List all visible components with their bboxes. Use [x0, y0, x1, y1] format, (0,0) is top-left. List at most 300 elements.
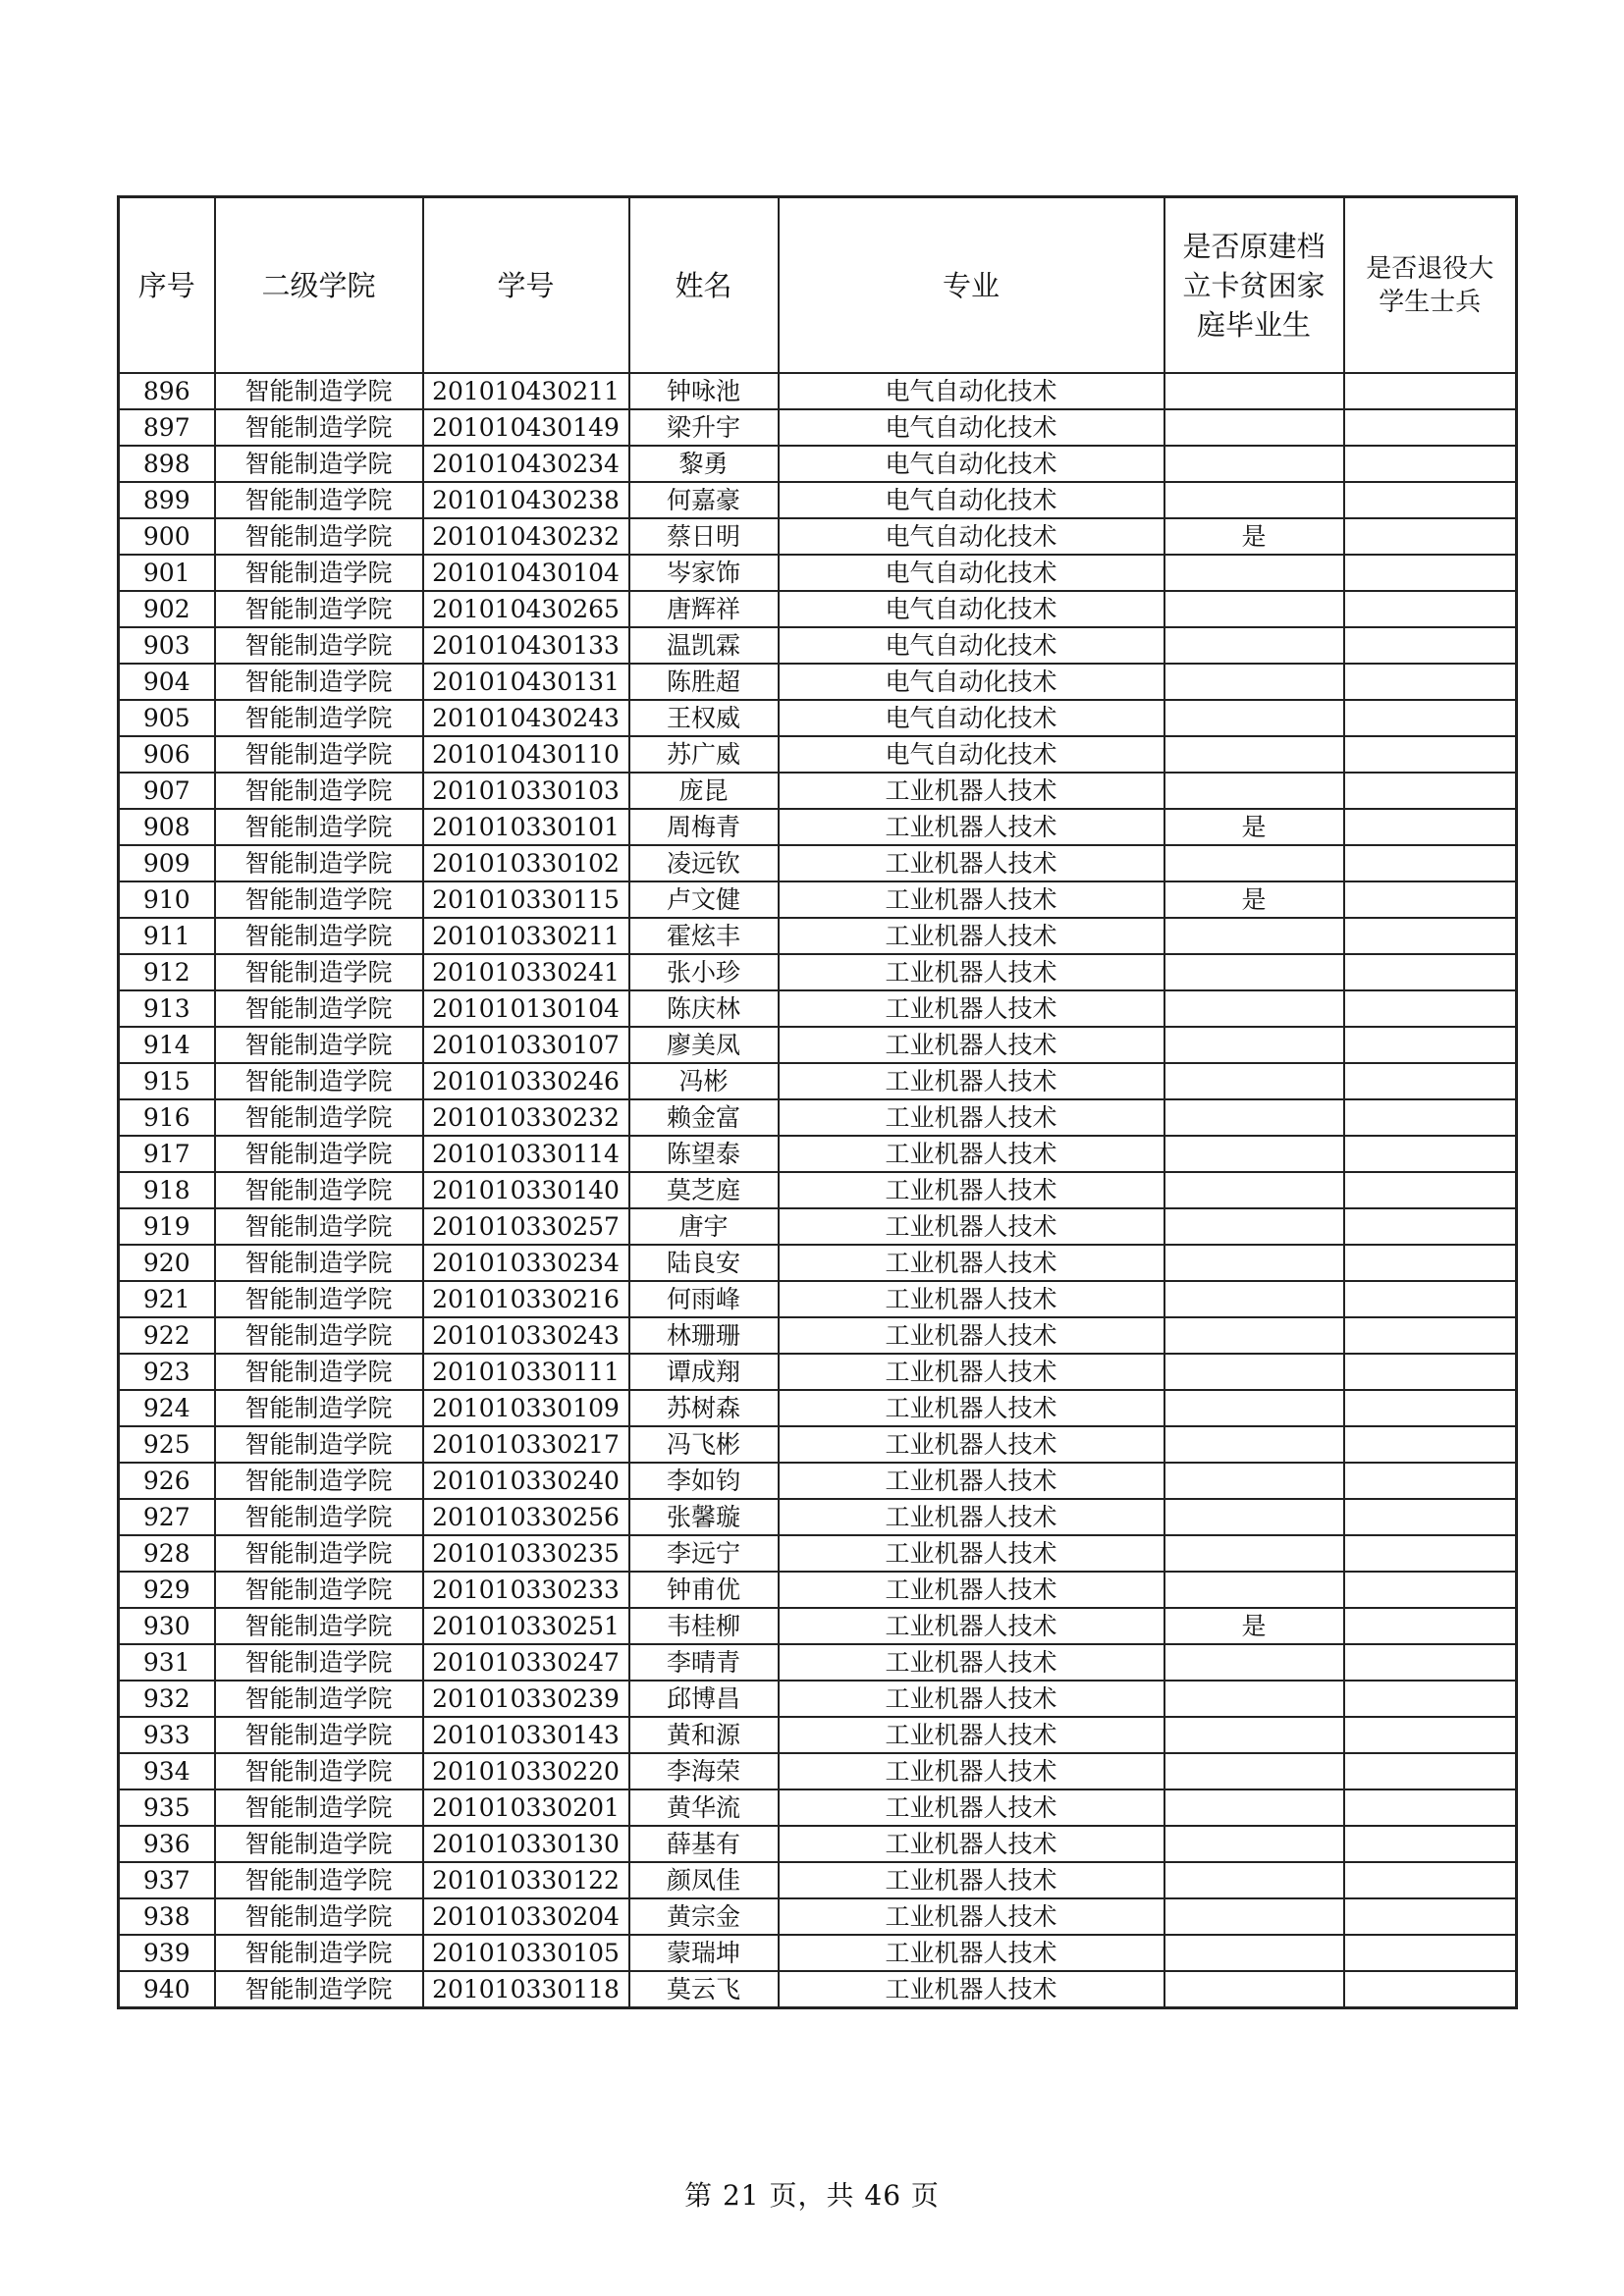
table-row [119, 1426, 1517, 1463]
cell-seq: 911 [119, 918, 215, 954]
cell-college: 智能制造学院 [215, 1426, 423, 1463]
cell-college: 智能制造学院 [215, 1753, 423, 1789]
page-number-footer: 第 21 页，共 46 页 [684, 2179, 940, 2212]
cell-name: 冯飞彬 [629, 1426, 779, 1463]
cell-veteran [1344, 1354, 1517, 1390]
cell-name: 李晴青 [629, 1644, 779, 1681]
cell-poverty-file: 是 [1164, 809, 1344, 845]
cell-seq: 927 [119, 1499, 215, 1535]
cell-poverty-file [1164, 627, 1344, 664]
cell-seq: 908 [119, 809, 215, 845]
cell-major: 工业机器人技术 [779, 954, 1164, 990]
table-row [119, 1753, 1517, 1789]
table-row [119, 918, 1517, 954]
cell-student-id: 201010330107 [423, 1027, 629, 1063]
cell-college: 智能制造学院 [215, 1136, 423, 1172]
cell-college: 智能制造学院 [215, 1535, 423, 1572]
table-header [119, 197, 1517, 374]
cell-major: 工业机器人技术 [779, 1717, 1164, 1753]
cell-veteran [1344, 555, 1517, 591]
cell-major: 工业机器人技术 [779, 1898, 1164, 1935]
cell-major: 工业机器人技术 [779, 1426, 1164, 1463]
cell-name: 薛基有 [629, 1826, 779, 1862]
cell-seq: 919 [119, 1208, 215, 1245]
cell-major: 工业机器人技术 [779, 881, 1164, 918]
cell-seq: 900 [119, 518, 215, 555]
cell-major: 工业机器人技术 [779, 1826, 1164, 1862]
cell-veteran [1344, 627, 1517, 664]
cell-poverty-file [1164, 373, 1344, 409]
cell-name: 黄和源 [629, 1717, 779, 1753]
cell-name: 凌远钦 [629, 845, 779, 881]
cell-name: 钟甫优 [629, 1572, 779, 1608]
table-row [119, 1099, 1517, 1136]
cell-college: 智能制造学院 [215, 1027, 423, 1063]
table-row [119, 1172, 1517, 1208]
cell-major: 工业机器人技术 [779, 1281, 1164, 1317]
cell-name: 唐宇 [629, 1208, 779, 1245]
cell-poverty-file [1164, 700, 1344, 736]
cell-college: 智能制造学院 [215, 664, 423, 700]
table-row [119, 518, 1517, 555]
cell-major: 工业机器人技术 [779, 1608, 1164, 1644]
cell-student-id: 201010430149 [423, 409, 629, 446]
cell-major: 电气自动化技术 [779, 591, 1164, 627]
cell-veteran [1344, 1608, 1517, 1644]
cell-poverty-file [1164, 409, 1344, 446]
cell-name: 颜凤佳 [629, 1862, 779, 1898]
cell-poverty-file [1164, 773, 1344, 809]
cell-veteran [1344, 591, 1517, 627]
cell-major: 电气自动化技术 [779, 373, 1164, 409]
cell-college: 智能制造学院 [215, 1354, 423, 1390]
cell-name: 卢文健 [629, 881, 779, 918]
table-row [119, 736, 1517, 773]
cell-major: 电气自动化技术 [779, 555, 1164, 591]
cell-student-id: 201010330239 [423, 1681, 629, 1717]
cell-veteran [1344, 918, 1517, 954]
cell-poverty-file [1164, 1027, 1344, 1063]
cell-seq: 916 [119, 1099, 215, 1136]
table-row [119, 954, 1517, 990]
cell-seq: 912 [119, 954, 215, 990]
cell-college: 智能制造学院 [215, 1717, 423, 1753]
cell-veteran [1344, 1898, 1517, 1935]
cell-college: 智能制造学院 [215, 1172, 423, 1208]
cell-name: 黄宗金 [629, 1898, 779, 1935]
cell-seq: 910 [119, 881, 215, 918]
cell-seq: 924 [119, 1390, 215, 1426]
cell-poverty-file [1164, 1099, 1344, 1136]
cell-veteran [1344, 446, 1517, 482]
cell-veteran [1344, 409, 1517, 446]
cell-veteran [1344, 1463, 1517, 1499]
cell-student-id: 201010330232 [423, 1099, 629, 1136]
cell-seq: 904 [119, 664, 215, 700]
cell-poverty-file [1164, 1499, 1344, 1535]
cell-student-id: 201010430110 [423, 736, 629, 773]
cell-college: 智能制造学院 [215, 482, 423, 518]
cell-major: 工业机器人技术 [779, 1317, 1164, 1354]
cell-college: 智能制造学院 [215, 809, 423, 845]
cell-student-id: 201010330240 [423, 1463, 629, 1499]
cell-veteran [1344, 954, 1517, 990]
cell-seq: 930 [119, 1608, 215, 1644]
cell-seq: 913 [119, 990, 215, 1027]
cell-name: 冯彬 [629, 1063, 779, 1099]
cell-seq: 918 [119, 1172, 215, 1208]
cell-college: 智能制造学院 [215, 1208, 423, 1245]
cell-veteran [1344, 1136, 1517, 1172]
cell-veteran [1344, 1172, 1517, 1208]
cell-veteran [1344, 518, 1517, 555]
table-row [119, 409, 1517, 446]
cell-college: 智能制造学院 [215, 990, 423, 1027]
cell-name: 王权威 [629, 700, 779, 736]
cell-student-id: 201010330140 [423, 1172, 629, 1208]
table-row [119, 1281, 1517, 1317]
cell-college: 智能制造学院 [215, 446, 423, 482]
cell-poverty-file [1164, 664, 1344, 700]
cell-major: 电气自动化技术 [779, 627, 1164, 664]
cell-student-id: 201010430232 [423, 518, 629, 555]
cell-name: 邱博昌 [629, 1681, 779, 1717]
cell-major: 工业机器人技术 [779, 1499, 1164, 1535]
cell-name: 李远宁 [629, 1535, 779, 1572]
cell-name: 梁升宇 [629, 409, 779, 446]
cell-student-id: 201010330115 [423, 881, 629, 918]
cell-student-id: 201010330243 [423, 1317, 629, 1354]
cell-name: 陆良安 [629, 1245, 779, 1281]
cell-poverty-file [1164, 1245, 1344, 1281]
cell-college: 智能制造学院 [215, 736, 423, 773]
cell-college: 智能制造学院 [215, 627, 423, 664]
cell-seq: 903 [119, 627, 215, 664]
cell-seq: 939 [119, 1935, 215, 1971]
cell-veteran [1344, 1789, 1517, 1826]
cell-veteran [1344, 1317, 1517, 1354]
header-cell-veteran: 是否退役大学生士兵 [1344, 197, 1517, 374]
cell-student-id: 201010330130 [423, 1826, 629, 1862]
cell-student-id: 201010430104 [423, 555, 629, 591]
table-row [119, 482, 1517, 518]
table-row [119, 1608, 1517, 1644]
cell-major: 工业机器人技术 [779, 809, 1164, 845]
cell-seq: 902 [119, 591, 215, 627]
cell-college: 智能制造学院 [215, 1245, 423, 1281]
cell-seq: 937 [119, 1862, 215, 1898]
cell-veteran [1344, 1935, 1517, 1971]
cell-student-id: 201010330111 [423, 1354, 629, 1390]
cell-student-id: 201010430131 [423, 664, 629, 700]
cell-major: 工业机器人技术 [779, 1099, 1164, 1136]
cell-student-id: 201010130104 [423, 990, 629, 1027]
cell-seq: 928 [119, 1535, 215, 1572]
cell-poverty-file [1164, 1681, 1344, 1717]
header-cell-student-id: 学号 [423, 197, 629, 374]
cell-name: 岑家饰 [629, 555, 779, 591]
cell-college: 智能制造学院 [215, 1644, 423, 1681]
cell-veteran [1344, 1753, 1517, 1789]
cell-major: 工业机器人技术 [779, 1208, 1164, 1245]
cell-major: 工业机器人技术 [779, 773, 1164, 809]
table-row [119, 1717, 1517, 1753]
cell-poverty-file [1164, 1862, 1344, 1898]
cell-student-id: 201010330241 [423, 954, 629, 990]
cell-major: 电气自动化技术 [779, 482, 1164, 518]
cell-college: 智能制造学院 [215, 1317, 423, 1354]
cell-veteran [1344, 700, 1517, 736]
cell-college: 智能制造学院 [215, 518, 423, 555]
cell-poverty-file [1164, 1898, 1344, 1935]
cell-name: 林珊珊 [629, 1317, 779, 1354]
cell-major: 工业机器人技术 [779, 1644, 1164, 1681]
table-row [119, 591, 1517, 627]
cell-veteran [1344, 1499, 1517, 1535]
table-row [119, 845, 1517, 881]
cell-seq: 933 [119, 1717, 215, 1753]
cell-name: 庞昆 [629, 773, 779, 809]
table-row [119, 1463, 1517, 1499]
table-row [119, 773, 1517, 809]
table-row [119, 1789, 1517, 1826]
cell-major: 工业机器人技术 [779, 845, 1164, 881]
cell-seq: 896 [119, 373, 215, 409]
cell-name: 李如钧 [629, 1463, 779, 1499]
cell-student-id: 201010330122 [423, 1862, 629, 1898]
cell-student-id: 201010430243 [423, 700, 629, 736]
cell-seq: 921 [119, 1281, 215, 1317]
cell-student-id: 201010330234 [423, 1245, 629, 1281]
cell-student-id: 201010330118 [423, 1971, 629, 2008]
cell-veteran [1344, 1644, 1517, 1681]
cell-major: 电气自动化技术 [779, 446, 1164, 482]
cell-college: 智能制造学院 [215, 1898, 423, 1935]
cell-seq: 931 [119, 1644, 215, 1681]
cell-poverty-file [1164, 1971, 1344, 2008]
table-row [119, 1971, 1517, 2008]
table-row [119, 1862, 1517, 1898]
cell-student-id: 201010330201 [423, 1789, 629, 1826]
cell-major: 工业机器人技术 [779, 990, 1164, 1027]
table-row [119, 1935, 1517, 1971]
cell-name: 廖美凤 [629, 1027, 779, 1063]
cell-college: 智能制造学院 [215, 591, 423, 627]
cell-veteran [1344, 845, 1517, 881]
cell-poverty-file [1164, 1354, 1344, 1390]
cell-major: 工业机器人技术 [779, 1935, 1164, 1971]
cell-student-id: 201010330233 [423, 1572, 629, 1608]
cell-veteran [1344, 1826, 1517, 1862]
cell-major: 工业机器人技术 [779, 1245, 1164, 1281]
cell-college: 智能制造学院 [215, 373, 423, 409]
cell-student-id: 201010330105 [423, 1935, 629, 1971]
cell-veteran [1344, 1535, 1517, 1572]
cell-major: 工业机器人技术 [779, 1463, 1164, 1499]
cell-name: 陈胜超 [629, 664, 779, 700]
cell-poverty-file [1164, 482, 1344, 518]
cell-veteran [1344, 1426, 1517, 1463]
cell-student-id: 201010430265 [423, 591, 629, 627]
cell-poverty-file [1164, 591, 1344, 627]
cell-college: 智能制造学院 [215, 1499, 423, 1535]
cell-seq: 935 [119, 1789, 215, 1826]
cell-name: 陈庆林 [629, 990, 779, 1027]
cell-poverty-file [1164, 1463, 1344, 1499]
cell-poverty-file [1164, 1644, 1344, 1681]
cell-poverty-file: 是 [1164, 1608, 1344, 1644]
cell-student-id: 201010330246 [423, 1063, 629, 1099]
cell-student-id: 201010330257 [423, 1208, 629, 1245]
cell-seq: 897 [119, 409, 215, 446]
cell-seq: 923 [119, 1354, 215, 1390]
cell-seq: 929 [119, 1572, 215, 1608]
cell-veteran [1344, 990, 1517, 1027]
cell-veteran [1344, 1063, 1517, 1099]
cell-major: 电气自动化技术 [779, 700, 1164, 736]
cell-college: 智能制造学院 [215, 1789, 423, 1826]
cell-seq: 936 [119, 1826, 215, 1862]
cell-major: 工业机器人技术 [779, 1136, 1164, 1172]
table-row [119, 1681, 1517, 1717]
cell-poverty-file [1164, 1789, 1344, 1826]
header-cell-college: 二级学院 [215, 197, 423, 374]
cell-college: 智能制造学院 [215, 881, 423, 918]
graduate-roster-table [117, 195, 1518, 2009]
header-cell-name: 姓名 [629, 197, 779, 374]
cell-student-id: 201010330217 [423, 1426, 629, 1463]
cell-name: 唐辉祥 [629, 591, 779, 627]
cell-major: 工业机器人技术 [779, 918, 1164, 954]
cell-veteran [1344, 736, 1517, 773]
cell-name: 蔡日明 [629, 518, 779, 555]
cell-poverty-file: 是 [1164, 881, 1344, 918]
cell-student-id: 201010330103 [423, 773, 629, 809]
cell-student-id: 201010430133 [423, 627, 629, 664]
cell-veteran [1344, 664, 1517, 700]
table-row [119, 446, 1517, 482]
table-row [119, 627, 1517, 664]
cell-name: 韦桂柳 [629, 1608, 779, 1644]
cell-name: 黎勇 [629, 446, 779, 482]
cell-veteran [1344, 1245, 1517, 1281]
cell-name: 温凯霖 [629, 627, 779, 664]
cell-major: 工业机器人技术 [779, 1172, 1164, 1208]
cell-college: 智能制造学院 [215, 1862, 423, 1898]
cell-student-id: 201010330220 [423, 1753, 629, 1789]
table-row [119, 1898, 1517, 1935]
cell-veteran [1344, 373, 1517, 409]
cell-major: 工业机器人技术 [779, 1063, 1164, 1099]
cell-college: 智能制造学院 [215, 409, 423, 446]
cell-major: 工业机器人技术 [779, 1390, 1164, 1426]
header-cell-major: 专业 [779, 197, 1164, 374]
cell-college: 智能制造学院 [215, 954, 423, 990]
cell-name: 蒙瑞坤 [629, 1935, 779, 1971]
cell-student-id: 201010430234 [423, 446, 629, 482]
cell-poverty-file [1164, 1390, 1344, 1426]
table-row [119, 1317, 1517, 1354]
cell-seq: 907 [119, 773, 215, 809]
cell-college: 智能制造学院 [215, 773, 423, 809]
cell-poverty-file [1164, 1208, 1344, 1245]
cell-name: 何雨峰 [629, 1281, 779, 1317]
cell-poverty-file [1164, 1172, 1344, 1208]
cell-student-id: 201010430238 [423, 482, 629, 518]
cell-major: 工业机器人技术 [779, 1753, 1164, 1789]
cell-seq: 917 [119, 1136, 215, 1172]
cell-college: 智能制造学院 [215, 1826, 423, 1862]
cell-college: 智能制造学院 [215, 1572, 423, 1608]
table-row [119, 881, 1517, 918]
cell-student-id: 201010330102 [423, 845, 629, 881]
cell-seq: 905 [119, 700, 215, 736]
cell-veteran [1344, 1862, 1517, 1898]
cell-veteran [1344, 1717, 1517, 1753]
cell-veteran [1344, 1027, 1517, 1063]
cell-major: 工业机器人技术 [779, 1354, 1164, 1390]
cell-veteran [1344, 1572, 1517, 1608]
cell-seq: 914 [119, 1027, 215, 1063]
table-row [119, 664, 1517, 700]
cell-college: 智能制造学院 [215, 1681, 423, 1717]
cell-poverty-file [1164, 1535, 1344, 1572]
table-row [119, 373, 1517, 409]
table-row [119, 1354, 1517, 1390]
cell-name: 苏广威 [629, 736, 779, 773]
header-row [119, 197, 1517, 374]
cell-college: 智能制造学院 [215, 555, 423, 591]
table-row [119, 990, 1517, 1027]
cell-seq: 899 [119, 482, 215, 518]
table-row [119, 1245, 1517, 1281]
table-row [119, 809, 1517, 845]
table-row [119, 1826, 1517, 1862]
cell-seq: 906 [119, 736, 215, 773]
cell-veteran [1344, 1281, 1517, 1317]
cell-college: 智能制造学院 [215, 1281, 423, 1317]
cell-seq: 938 [119, 1898, 215, 1935]
cell-poverty-file [1164, 1753, 1344, 1789]
cell-student-id: 201010330109 [423, 1390, 629, 1426]
table-row [119, 1136, 1517, 1172]
cell-name: 霍炫丰 [629, 918, 779, 954]
table-row [119, 555, 1517, 591]
cell-veteran [1344, 809, 1517, 845]
table-row [119, 1063, 1517, 1099]
cell-poverty-file: 是 [1164, 518, 1344, 555]
cell-name: 张馨璇 [629, 1499, 779, 1535]
header-cell-poverty-file: 是否原建档立卡贫困家庭毕业生 [1164, 197, 1344, 374]
cell-college: 智能制造学院 [215, 1935, 423, 1971]
cell-name: 莫芝庭 [629, 1172, 779, 1208]
cell-poverty-file [1164, 736, 1344, 773]
cell-veteran [1344, 1681, 1517, 1717]
table-row [119, 1572, 1517, 1608]
cell-poverty-file [1164, 555, 1344, 591]
cell-major: 工业机器人技术 [779, 1535, 1164, 1572]
cell-college: 智能制造学院 [215, 1608, 423, 1644]
table-row [119, 1390, 1517, 1426]
cell-student-id: 201010330247 [423, 1644, 629, 1681]
cell-seq: 915 [119, 1063, 215, 1099]
cell-seq: 926 [119, 1463, 215, 1499]
cell-seq: 901 [119, 555, 215, 591]
cell-student-id: 201010330143 [423, 1717, 629, 1753]
cell-poverty-file [1164, 1281, 1344, 1317]
cell-seq: 909 [119, 845, 215, 881]
table-row [119, 700, 1517, 736]
